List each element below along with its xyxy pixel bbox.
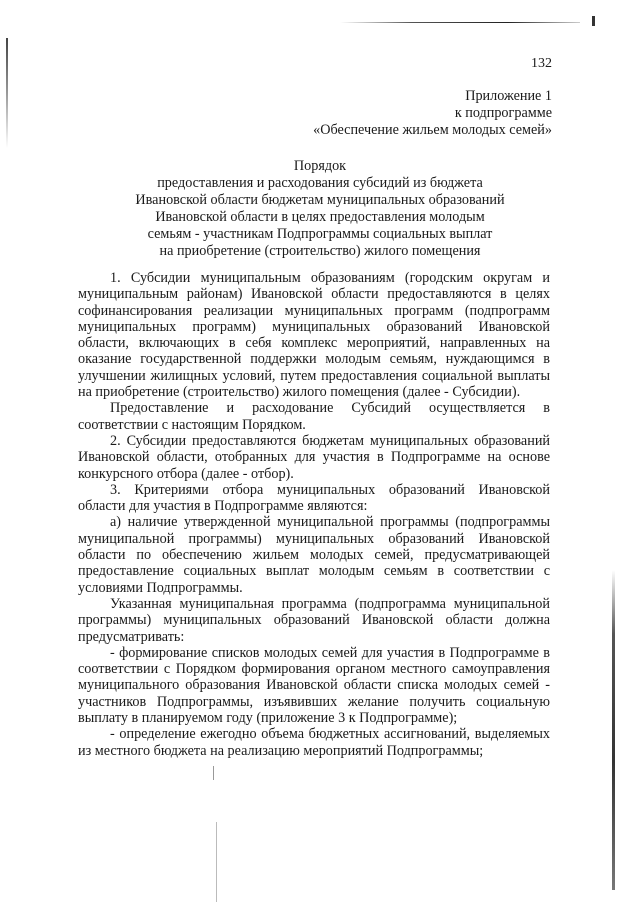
title-line: Ивановской области бюджетам муниципальных образований	[135, 192, 505, 208]
title-line: Ивановской области в целях предоставления молодым	[155, 209, 485, 225]
paragraph: Предоставление и расходование Субсидий осуществляется в соответствии с настоящим Порядком.	[78, 400, 550, 433]
scan-artifact-top-mark	[592, 16, 595, 26]
document-title	[70, 158, 570, 260]
document-body	[78, 270, 550, 759]
appendix-line: Приложение 1	[465, 88, 552, 104]
paragraph: - определение ежегодно объема бюджетных ассигнований, выделяемых из местного бюджета на реализацию мероприятий Подпрограммы;	[78, 726, 550, 759]
scan-artifact-right-edge	[612, 570, 615, 890]
scan-artifact-left-edge	[6, 38, 8, 148]
scan-artifact-stray-mark	[216, 822, 217, 902]
scan-artifact-top-line	[340, 22, 580, 23]
paragraph: - формирование списков молодых семей для участия в Подпрограмме в соответствии с Порядком формирования органом местного самоуправления муниципального образования Ивановской области списка молодых семей - участников Подпрограммы, изъявивших желание получить социальную выплату в планируемом году (приложение 3 к Подпрограмме);	[78, 644, 550, 727]
appendix-header	[313, 88, 552, 139]
paragraph: 3. Критериями отбора муниципальных образований Ивановской области для участия в Подпрограмме являются:	[78, 481, 550, 515]
title-line: на приобретение (строительство) жилого помещения	[159, 243, 481, 259]
paragraph: Указанная муниципальная программа (подпрограмма муниципальной программы) муниципальных образований Ивановской области должна предусматривать:	[78, 595, 550, 645]
appendix-line: «Обеспечение жильем молодых семей»	[313, 122, 552, 138]
paragraph: 2. Субсидии предоставляются бюджетам муниципальных образований Ивановской области, отобранных для участия в Подпрограмме на основе конкурсного отбора (далее - отбор).	[78, 432, 550, 482]
title-line: предоставления и расходования субсидий из бюджета	[157, 175, 483, 191]
title-line: Порядок	[293, 158, 347, 174]
appendix-line: к подпрограмме	[454, 105, 552, 121]
page-number: 132	[531, 56, 552, 71]
scan-artifact-stray-mark	[213, 766, 214, 780]
paragraph: а) наличие утвержденной муниципальной программы (подпрограммы муниципальной программы) муниципальных образований Ивановской области по обеспечению жильем молодых семей, предусматривающей предоставление социальных выплат молодым семьям в соответствии с условиями Подпрограммы.	[78, 514, 550, 596]
paragraph: 1. Субсидии муниципальным образованиям (городским округам и муниципальным районам) Ивановской области предоставляются в целях софинансирования реализации муниципальных программ (подпрограмм муниципальных программ) муниципальных образований Ивановской области, включающих в себя комплекс мероприятий, направленных на оказание государственной поддержки молодым семьям, нуждающимся в улучшении жилищных условий, путем предоставления социальной выплаты на приобретение (строительство) жилого помещения (далее - Субсидии).	[78, 270, 550, 401]
title-line: семьям - участникам Подпрограммы социальных выплат	[147, 226, 493, 242]
